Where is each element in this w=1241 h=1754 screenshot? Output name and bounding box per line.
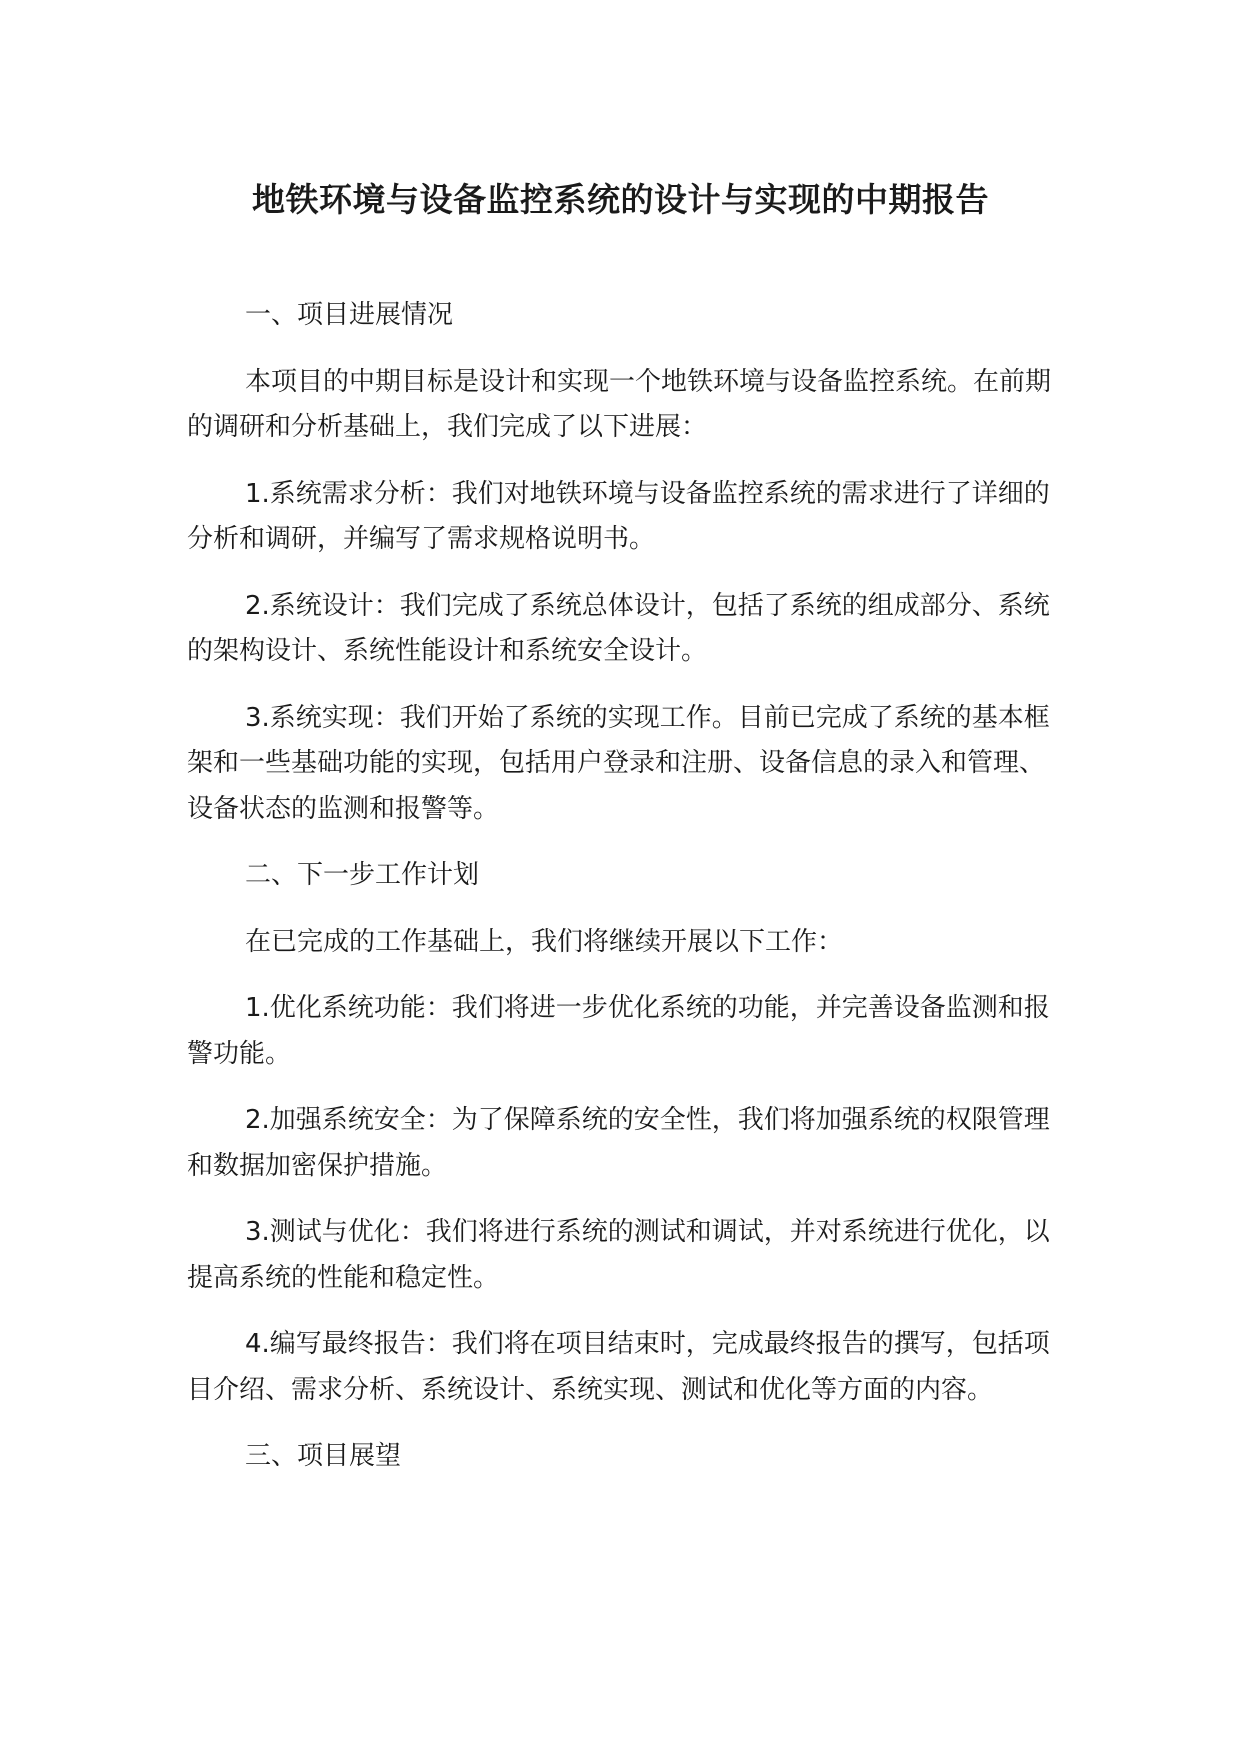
paragraph-plan-item: 2.加强系统安全：为了保障系统的安全性，我们将加强系统的权限管理和数据加密保护措施。 <box>187 1105 1050 1181</box>
paragraph-plan-item: 3.测试与优化：我们将进行系统的测试和调试，并对系统进行优化，以提高系统的性能和稳定性。 <box>187 1217 1050 1293</box>
paragraph-plan-item: 4.编写最终报告：我们将在项目结束时，完成最终报告的撰写，包括项目介绍、需求分析、系统设计、系统实现、测试和优化等方面的内容。 <box>187 1329 1050 1405</box>
document-title: 地铁环境与设备监控系统的设计与实现的中期报告 <box>252 180 989 219</box>
paragraph-progress-item: 2.系统设计：我们完成了系统总体设计，包括了系统的组成部分、系统的架构设计、系统性能设计和系统安全设计。 <box>187 590 1050 666</box>
document-body <box>187 293 1057 1501</box>
section-heading-outlook: 三、项目展望 <box>245 1441 402 1471</box>
paragraph-progress-item: 1.系统需求分析：我们对地铁环境与设备监控系统的需求进行了详细的分析和调研，并编写了需求规格说明书。 <box>187 478 1050 554</box>
section-heading-progress: 一、项目进展情况 <box>245 300 454 330</box>
section-heading-next-steps: 二、下一步工作计划 <box>245 860 480 890</box>
paragraph-progress-intro: 本项目的中期目标是设计和实现一个地铁环境与设备监控系统。在前期的调研和分析基础上，我们完成了以下进展： <box>187 366 1052 442</box>
paragraph-next-steps-intro: 在已完成的工作基础上，我们将继续开展以下工作： <box>245 926 844 957</box>
paragraph-plan-item: 1.优化系统功能：我们将进一步优化系统的功能，并完善设备监测和报警功能。 <box>187 993 1050 1069</box>
paragraph-progress-item: 3.系统实现：我们开始了系统的实现工作。目前已完成了系统的基本框架和一些基础功能的实现，包括用户登录和注册、设备信息的录入和管理、设备状态的监测和报警等。 <box>187 702 1050 824</box>
